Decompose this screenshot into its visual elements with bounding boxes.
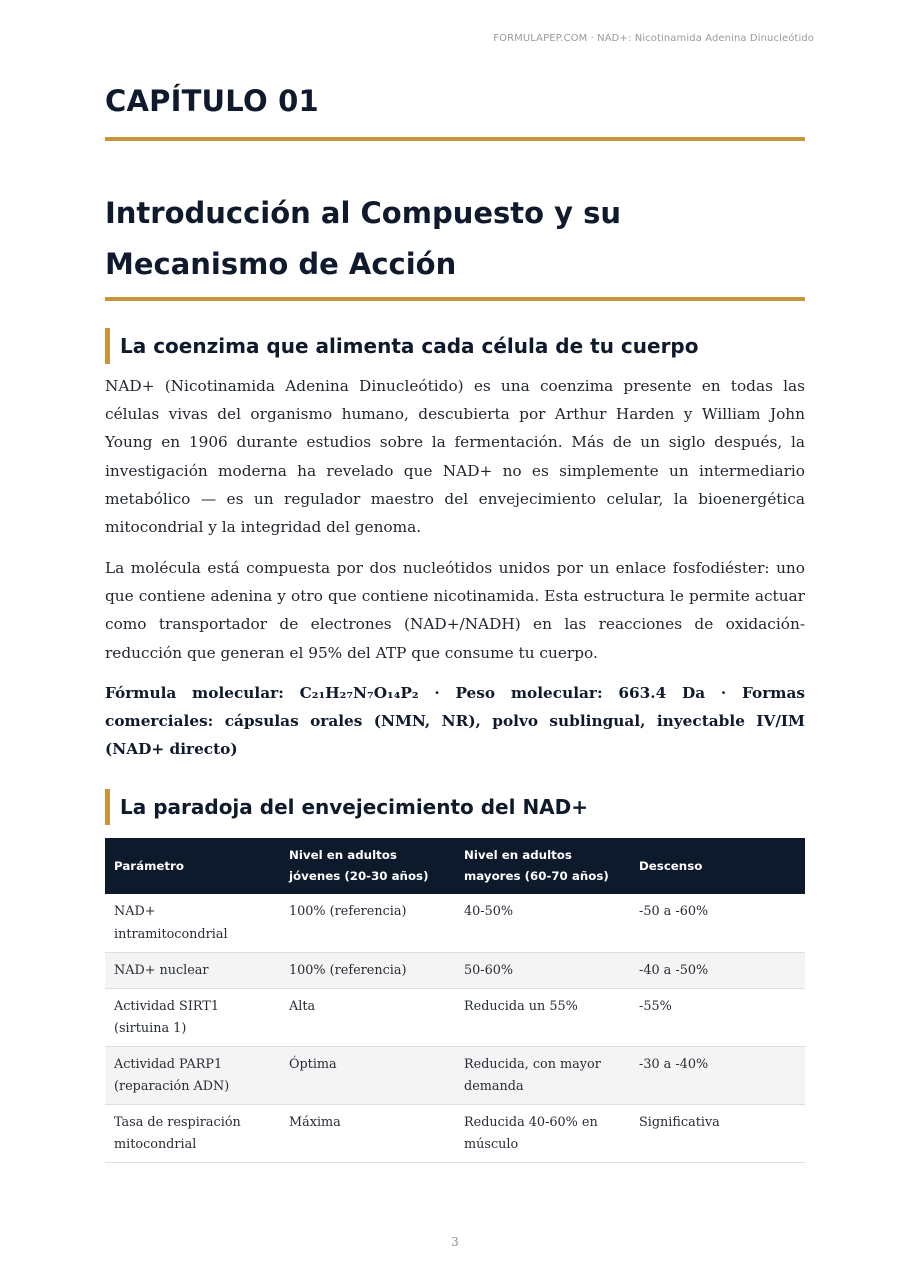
table-cell: NAD+ intramitocondrial <box>105 894 280 952</box>
table-header-cell: Parámetro <box>105 838 280 894</box>
table-cell: Actividad SIRT1 (sirtuina 1) <box>105 988 280 1046</box>
structure-paragraph: La molécula está compuesta por dos nucleótidos unidos por un enlace fosfodiéster: uno que contiene adenina y otro que contiene nicotinamida. Esta estructura le permite actuar como transportador de electrones (NAD+/NADH) en las reacciones de oxidación-reducción que generan el 95% del ATP que consume tu cuerpo. <box>105 559 805 662</box>
table-cell: Alta <box>280 988 455 1046</box>
section-heading-paradox <box>105 789 805 825</box>
section-accent-bar <box>105 328 110 364</box>
section-heading-text: La paradoja del envejecimiento del NAD+ <box>120 795 589 819</box>
table-cell: Reducida un 55% <box>455 988 630 1046</box>
table-row <box>105 1046 805 1104</box>
table-row <box>105 1104 805 1162</box>
running-header: FORMULAPEP.COM · NAD+: Nicotinamida Adenina Dinucleótido <box>493 33 814 44</box>
table-cell: Actividad PARP1 (reparación ADN) <box>105 1046 280 1104</box>
table-header-cell: Nivel en adultos jóvenes (20-30 años) <box>280 838 455 894</box>
table-header-row <box>105 838 805 894</box>
intro-paragraph: NAD+ (Nicotinamida Adenina Dinucleótido) es una coenzima presente en todas las células vivas del organismo humano, descubierta por Arthur Harden y William John Young en 1906 durante estudios sobre la fermentación. Más de un siglo después, la investigación moderna ha revelado que NAD+ no es simplemente un intermediario metabólico — es un regulador maestro del envejecimiento celular, la bioenergética mitocondrial y la integridad del genoma. <box>105 377 805 537</box>
table-cell: 100% (referencia) <box>280 894 455 952</box>
page-number: 3 <box>451 1235 459 1249</box>
section-heading-text: La coenzima que alimenta cada célula de tu cuerpo <box>120 334 699 358</box>
table-cell: Máxima <box>280 1104 455 1162</box>
title-divider <box>105 297 805 301</box>
table-cell: Significativa <box>630 1104 805 1162</box>
table-row <box>105 894 805 952</box>
table-cell: 50-60% <box>455 952 630 988</box>
chapter-title: Introducción al Compuesto y su Mecanismo de Acción <box>105 196 622 281</box>
table-cell: NAD+ nuclear <box>105 952 280 988</box>
chapter-label: CAPÍTULO 01 <box>105 84 319 118</box>
molecular-formula-line: Fórmula molecular: C₂₁H₂₇N₇O₁₄P₂ · Peso molecular: 663.4 Da · Formas comerciales: cápsulas orales (NMN, NR), polvo sublingual, inyectable IV/IM (NAD+ directo) <box>105 684 805 759</box>
table-row <box>105 988 805 1046</box>
table-cell: Óptima <box>280 1046 455 1104</box>
section-heading-coenzyme <box>105 328 805 364</box>
nad-decline-table <box>105 838 805 1163</box>
table-header-cell: Nivel en adultos mayores (60-70 años) <box>455 838 630 894</box>
table-cell: 40-50% <box>455 894 630 952</box>
table-cell: 100% (referencia) <box>280 952 455 988</box>
table-header-cell: Descenso <box>630 838 805 894</box>
table-cell: Reducida, con mayor demanda <box>455 1046 630 1104</box>
chapter-divider <box>105 137 805 141</box>
table-cell: -30 a -40% <box>630 1046 805 1104</box>
table-cell: Reducida 40-60% en músculo <box>455 1104 630 1162</box>
table-cell: -55% <box>630 988 805 1046</box>
table-row <box>105 952 805 988</box>
table-cell: -40 a -50% <box>630 952 805 988</box>
section-accent-bar <box>105 789 110 825</box>
table-cell: -50 a -60% <box>630 894 805 952</box>
table-cell: Tasa de respiración mitocondrial <box>105 1104 280 1162</box>
